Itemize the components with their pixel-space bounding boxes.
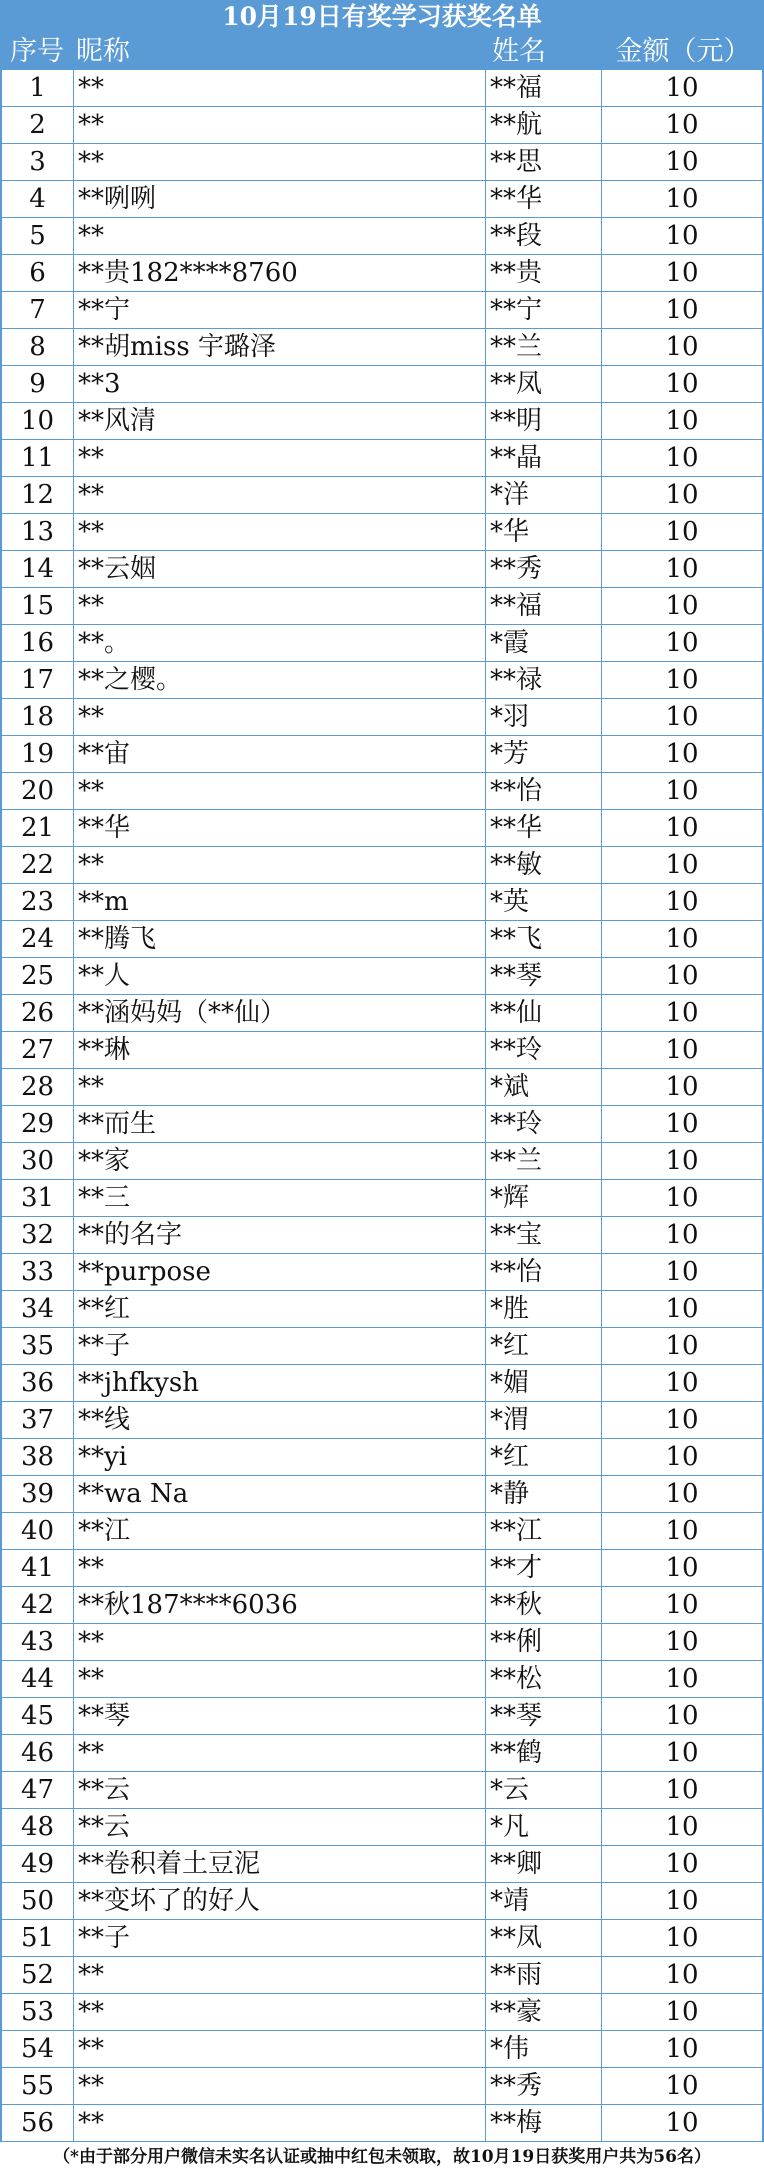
- cell-nickname: **华: [74, 810, 486, 846]
- cell-name: *羽: [486, 699, 602, 735]
- table-row: [2, 1698, 762, 1735]
- cell-nickname: **江: [74, 1513, 486, 1549]
- cell-amount: 10: [665, 184, 699, 214]
- cell-amount: 10: [665, 1664, 699, 1694]
- table-row: [2, 1735, 762, 1772]
- cell-amount: 10: [665, 369, 699, 399]
- cell-nickname: **而生: [74, 1106, 486, 1142]
- cell-no: 16: [2, 625, 74, 661]
- cell-no: 25: [2, 958, 74, 994]
- cell-nickname: **: [74, 107, 486, 143]
- cell-no: 31: [2, 1180, 74, 1216]
- cell-amount: 10: [665, 1701, 699, 1731]
- cell-nickname: **: [74, 514, 486, 550]
- cell-name: **福: [486, 70, 602, 106]
- cell-amount: 10: [665, 1405, 699, 1435]
- cell-amount: 10: [665, 887, 699, 917]
- cell-amount: 10: [665, 1479, 699, 1509]
- cell-amount: 10: [665, 1035, 699, 1065]
- cell-no: 55: [2, 2068, 74, 2104]
- cell-no: 26: [2, 995, 74, 1031]
- table-row: [2, 1254, 762, 1291]
- cell-nickname: **的名字: [74, 1217, 486, 1253]
- cell-amount: 10: [665, 702, 699, 732]
- cell-amount: 10: [665, 1442, 699, 1472]
- table-row: [2, 181, 762, 218]
- table-row: [2, 1920, 762, 1957]
- cell-amount: 10: [665, 1775, 699, 1805]
- table-row: [2, 1365, 762, 1402]
- cell-no: 48: [2, 1809, 74, 1845]
- cell-name: **贵: [486, 255, 602, 291]
- table-row: [2, 1809, 762, 1846]
- cell-nickname: **涵妈妈（**仙）: [74, 995, 486, 1031]
- table-row: [2, 1143, 762, 1180]
- cell-amount: 10: [665, 221, 699, 251]
- cell-nickname: **yi: [74, 1439, 486, 1475]
- cell-nickname: **线: [74, 1402, 486, 1438]
- cell-nickname: **宁: [74, 292, 486, 328]
- cell-amount: 10: [665, 628, 699, 658]
- cell-no: 46: [2, 1735, 74, 1771]
- cell-nickname: **家: [74, 1143, 486, 1179]
- cell-amount: 10: [665, 1849, 699, 1879]
- cell-name: **晶: [486, 440, 602, 476]
- cell-name: **琴: [486, 958, 602, 994]
- cell-no: 44: [2, 1661, 74, 1697]
- table-row: [2, 1217, 762, 1254]
- cell-amount: 10: [665, 924, 699, 954]
- cell-no: 23: [2, 884, 74, 920]
- cell-name: **秀: [486, 2068, 602, 2104]
- cell-no: 54: [2, 2031, 74, 2067]
- cell-nickname: **: [74, 1957, 486, 1993]
- cell-name: **豪: [486, 1994, 602, 2030]
- cell-nickname: **红: [74, 1291, 486, 1327]
- cell-name: **玲: [486, 1106, 602, 1142]
- cell-no: 30: [2, 1143, 74, 1179]
- cell-nickname: **: [74, 773, 486, 809]
- cell-no: 27: [2, 1032, 74, 1068]
- cell-nickname: **: [74, 70, 486, 106]
- cell-name: *华: [486, 514, 602, 550]
- cell-no: 21: [2, 810, 74, 846]
- cell-nickname: **云: [74, 1809, 486, 1845]
- cell-name: *伟: [486, 2031, 602, 2067]
- cell-nickname: **: [74, 1624, 486, 1660]
- table-row: [2, 699, 762, 736]
- cell-name: **宁: [486, 292, 602, 328]
- cell-name: **怡: [486, 773, 602, 809]
- cell-amount: 10: [665, 443, 699, 473]
- table-row: [2, 2031, 762, 2068]
- cell-amount: 10: [665, 295, 699, 325]
- cell-nickname: **云姻: [74, 551, 486, 587]
- header-no: 序号: [10, 36, 64, 67]
- header-amount: 金额（元）: [615, 36, 751, 67]
- cell-nickname: **子: [74, 1328, 486, 1364]
- cell-no: 5: [2, 218, 74, 254]
- cell-nickname: **咧咧: [74, 181, 486, 217]
- cell-nickname: **人: [74, 958, 486, 994]
- cell-nickname: **。: [74, 625, 486, 661]
- table-row: [2, 514, 762, 551]
- cell-name: *媚: [486, 1365, 602, 1401]
- table-row: [2, 218, 762, 255]
- cell-amount: 10: [665, 332, 699, 362]
- table-row: [2, 292, 762, 329]
- cell-name: *渭: [486, 1402, 602, 1438]
- table-row: [2, 2068, 762, 2105]
- cell-nickname: **: [74, 477, 486, 513]
- header-nickname: 昵称: [76, 36, 130, 67]
- cell-name: **才: [486, 1550, 602, 1586]
- cell-name: **鹤: [486, 1735, 602, 1771]
- table-row: [2, 144, 762, 181]
- cell-amount: 10: [665, 1294, 699, 1324]
- cell-nickname: **: [74, 1661, 486, 1697]
- cell-nickname: **变坏了的好人: [74, 1883, 486, 1919]
- table-row: [2, 1032, 762, 1069]
- cell-no: 34: [2, 1291, 74, 1327]
- cell-name: **秋: [486, 1587, 602, 1623]
- cell-nickname: **: [74, 847, 486, 883]
- cell-no: 41: [2, 1550, 74, 1586]
- cell-amount: 10: [665, 147, 699, 177]
- cell-nickname: **: [74, 144, 486, 180]
- cell-nickname: **贵182****8760: [74, 255, 486, 291]
- table-row: [2, 1957, 762, 1994]
- table-row: [2, 1513, 762, 1550]
- cell-name: **怡: [486, 1254, 602, 1290]
- cell-no: 18: [2, 699, 74, 735]
- cell-name: **明: [486, 403, 602, 439]
- table-row: [2, 1106, 762, 1143]
- cell-nickname: **: [74, 1735, 486, 1771]
- cell-nickname: **卷积着土豆泥: [74, 1846, 486, 1882]
- cell-no: 56: [2, 2105, 74, 2141]
- table-row: [2, 1439, 762, 1476]
- cell-name: *云: [486, 1772, 602, 1808]
- cell-nickname: **风清: [74, 403, 486, 439]
- cell-amount: 10: [665, 1072, 699, 1102]
- table-row: [2, 70, 762, 107]
- cell-no: 32: [2, 1217, 74, 1253]
- cell-no: 19: [2, 736, 74, 772]
- cell-no: 43: [2, 1624, 74, 1660]
- cell-amount: 10: [665, 1627, 699, 1657]
- table-row: [2, 1883, 762, 1920]
- cell-nickname: **胡miss 宇璐泽: [74, 329, 486, 365]
- cell-name: *靖: [486, 1883, 602, 1919]
- cell-amount: 10: [665, 961, 699, 991]
- table-row: [2, 551, 762, 588]
- cell-nickname: **jhfkysh: [74, 1365, 486, 1401]
- table-row: [2, 847, 762, 884]
- cell-nickname: **: [74, 2031, 486, 2067]
- cell-amount: 10: [665, 591, 699, 621]
- table-row: [2, 884, 762, 921]
- cell-nickname: **: [74, 1994, 486, 2030]
- table-row: [2, 773, 762, 810]
- cell-name: **琴: [486, 1698, 602, 1734]
- cell-amount: 10: [665, 776, 699, 806]
- cell-no: 40: [2, 1513, 74, 1549]
- cell-no: 8: [2, 329, 74, 365]
- table-body: [0, 70, 764, 2142]
- cell-name: **思: [486, 144, 602, 180]
- cell-name: *斌: [486, 1069, 602, 1105]
- cell-amount: 10: [665, 480, 699, 510]
- cell-no: 12: [2, 477, 74, 513]
- cell-no: 49: [2, 1846, 74, 1882]
- cell-no: 11: [2, 440, 74, 476]
- cell-amount: 10: [665, 406, 699, 436]
- cell-nickname: **宙: [74, 736, 486, 772]
- cell-nickname: **purpose: [74, 1254, 486, 1290]
- cell-no: 28: [2, 1069, 74, 1105]
- cell-nickname: **子: [74, 1920, 486, 1956]
- cell-no: 52: [2, 1957, 74, 1993]
- cell-no: 20: [2, 773, 74, 809]
- cell-amount: 10: [665, 1146, 699, 1176]
- cell-name: *芳: [486, 736, 602, 772]
- cell-amount: 10: [665, 2071, 699, 2101]
- cell-nickname: **秋187****6036: [74, 1587, 486, 1623]
- cell-nickname: **: [74, 218, 486, 254]
- cell-no: 29: [2, 1106, 74, 1142]
- cell-no: 1: [2, 70, 74, 106]
- cell-name: **卿: [486, 1846, 602, 1882]
- cell-no: 53: [2, 1994, 74, 2030]
- cell-no: 17: [2, 662, 74, 698]
- cell-nickname: **腾飞: [74, 921, 486, 957]
- cell-amount: 10: [665, 1516, 699, 1546]
- cell-nickname: **三: [74, 1180, 486, 1216]
- cell-no: 51: [2, 1920, 74, 1956]
- cell-nickname: **: [74, 2068, 486, 2104]
- cell-nickname: **琴: [74, 1698, 486, 1734]
- table-row: [2, 1994, 762, 2031]
- cell-amount: 10: [665, 1257, 699, 1287]
- table-row: [2, 662, 762, 699]
- cell-no: 39: [2, 1476, 74, 1512]
- table-row: [2, 588, 762, 625]
- cell-name: **兰: [486, 329, 602, 365]
- table-row: [2, 1772, 762, 1809]
- table-row: [2, 477, 762, 514]
- cell-name: *霞: [486, 625, 602, 661]
- cell-amount: 10: [665, 73, 699, 103]
- cell-no: 7: [2, 292, 74, 328]
- cell-no: 45: [2, 1698, 74, 1734]
- cell-amount: 10: [665, 517, 699, 547]
- cell-amount: 10: [665, 110, 699, 140]
- cell-no: 14: [2, 551, 74, 587]
- cell-name: **雨: [486, 1957, 602, 1993]
- cell-amount: 10: [665, 1923, 699, 1953]
- table-row: [2, 1069, 762, 1106]
- table-row: [2, 329, 762, 366]
- table-row: [2, 255, 762, 292]
- cell-no: 4: [2, 181, 74, 217]
- cell-no: 50: [2, 1883, 74, 1919]
- cell-nickname: **m: [74, 884, 486, 920]
- cell-name: *胜: [486, 1291, 602, 1327]
- cell-amount: 10: [665, 1812, 699, 1842]
- cell-name: *静: [486, 1476, 602, 1512]
- table-row: [2, 1180, 762, 1217]
- cell-nickname: **之樱。: [74, 662, 486, 698]
- cell-name: *辉: [486, 1180, 602, 1216]
- cell-no: 6: [2, 255, 74, 291]
- table-row: [2, 810, 762, 847]
- table-header: [0, 34, 764, 70]
- footnote: （*由于部分用户微信未实名认证或抽中红包未领取，故10月19日获奖用户共为56名）: [53, 2147, 711, 2167]
- table-row: [2, 1550, 762, 1587]
- cell-name: **江: [486, 1513, 602, 1549]
- cell-name: **华: [486, 181, 602, 217]
- cell-no: 3: [2, 144, 74, 180]
- cell-amount: 10: [665, 2034, 699, 2064]
- cell-amount: 10: [665, 554, 699, 584]
- cell-name: **航: [486, 107, 602, 143]
- header-name: 姓名: [492, 36, 546, 67]
- cell-amount: 10: [665, 1109, 699, 1139]
- cell-no: 33: [2, 1254, 74, 1290]
- cell-nickname: **: [74, 699, 486, 735]
- table-row: [2, 403, 762, 440]
- cell-no: 10: [2, 403, 74, 439]
- cell-name: *红: [486, 1328, 602, 1364]
- cell-name: **兰: [486, 1143, 602, 1179]
- cell-no: 13: [2, 514, 74, 550]
- cell-amount: 10: [665, 1183, 699, 1213]
- cell-no: 22: [2, 847, 74, 883]
- cell-name: **凤: [486, 366, 602, 402]
- cell-no: 38: [2, 1439, 74, 1475]
- cell-amount: 10: [665, 1590, 699, 1620]
- cell-amount: 10: [665, 1886, 699, 1916]
- cell-name: *洋: [486, 477, 602, 513]
- cell-name: *凡: [486, 1809, 602, 1845]
- cell-no: 15: [2, 588, 74, 624]
- cell-amount: 10: [665, 813, 699, 843]
- cell-nickname: **: [74, 588, 486, 624]
- cell-amount: 10: [665, 1368, 699, 1398]
- cell-amount: 10: [665, 850, 699, 880]
- cell-name: **仙: [486, 995, 602, 1031]
- cell-nickname: **云: [74, 1772, 486, 1808]
- table-row: [2, 1476, 762, 1513]
- cell-nickname: **: [74, 1069, 486, 1105]
- cell-name: **段: [486, 218, 602, 254]
- cell-amount: 10: [665, 1997, 699, 2027]
- table-row: [2, 625, 762, 662]
- cell-no: 2: [2, 107, 74, 143]
- cell-nickname: **3: [74, 366, 486, 402]
- cell-name: **飞: [486, 921, 602, 957]
- cell-amount: 10: [665, 665, 699, 695]
- cell-nickname: **: [74, 440, 486, 476]
- table-row: [2, 440, 762, 477]
- cell-nickname: **: [74, 2105, 486, 2141]
- cell-amount: 10: [665, 2108, 699, 2138]
- cell-name: **凤: [486, 1920, 602, 1956]
- cell-name: **敏: [486, 847, 602, 883]
- cell-no: 24: [2, 921, 74, 957]
- table-row: [2, 1402, 762, 1439]
- cell-nickname: **琳: [74, 1032, 486, 1068]
- cell-no: 42: [2, 1587, 74, 1623]
- cell-no: 37: [2, 1402, 74, 1438]
- cell-no: 35: [2, 1328, 74, 1364]
- cell-name: **秀: [486, 551, 602, 587]
- cell-amount: 10: [665, 1220, 699, 1250]
- cell-amount: 10: [665, 1960, 699, 1990]
- cell-no: 9: [2, 366, 74, 402]
- table-row: [2, 1291, 762, 1328]
- table-row: [2, 107, 762, 144]
- table-row: [2, 366, 762, 403]
- sheet-title: 10月19日有奖学习获奖名单: [0, 0, 764, 34]
- table-row: [2, 1846, 762, 1883]
- cell-amount: 10: [665, 258, 699, 288]
- cell-no: 47: [2, 1772, 74, 1808]
- cell-amount: 10: [665, 1553, 699, 1583]
- cell-name: *红: [486, 1439, 602, 1475]
- cell-name: **松: [486, 1661, 602, 1697]
- table-row: [2, 1661, 762, 1698]
- table-row: [2, 1587, 762, 1624]
- cell-name: *英: [486, 884, 602, 920]
- cell-amount: 10: [665, 998, 699, 1028]
- table-row: [2, 736, 762, 773]
- cell-no: 36: [2, 1365, 74, 1401]
- table-row: [2, 1328, 762, 1365]
- cell-name: **梅: [486, 2105, 602, 2141]
- table-row: [2, 995, 762, 1032]
- cell-nickname: **: [74, 1550, 486, 1586]
- cell-name: **华: [486, 810, 602, 846]
- cell-nickname: **wa Na: [74, 1476, 486, 1512]
- table-row: [2, 958, 762, 995]
- cell-name: **宝: [486, 1217, 602, 1253]
- cell-name: **禄: [486, 662, 602, 698]
- table-row: [2, 921, 762, 958]
- cell-name: **俐: [486, 1624, 602, 1660]
- cell-name: **福: [486, 588, 602, 624]
- cell-amount: 10: [665, 1331, 699, 1361]
- table-row: [2, 2105, 762, 2142]
- table-row: [2, 1624, 762, 1661]
- cell-amount: 10: [665, 739, 699, 769]
- cell-name: **玲: [486, 1032, 602, 1068]
- cell-amount: 10: [665, 1738, 699, 1768]
